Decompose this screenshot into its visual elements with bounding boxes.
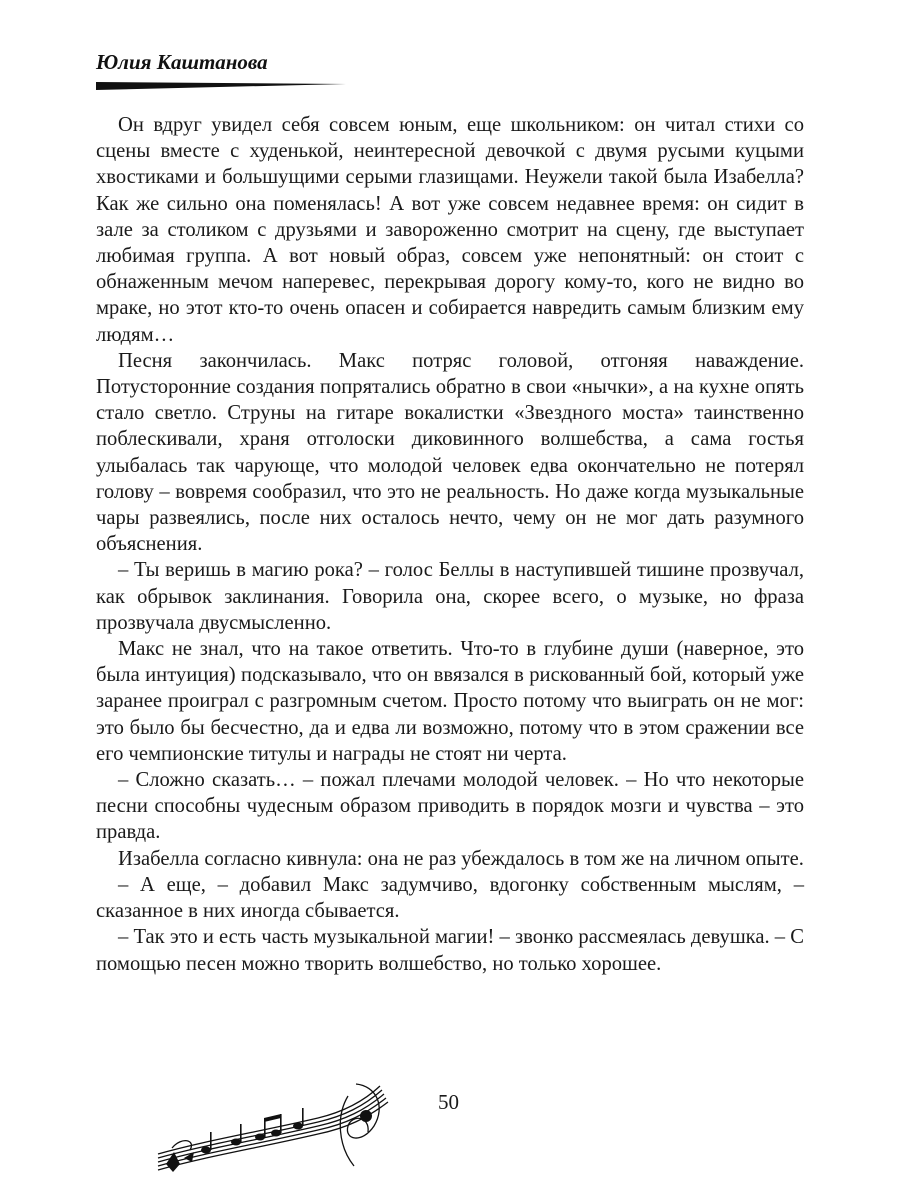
musical-staff-ornament-icon <box>148 1076 398 1176</box>
paragraph: – Сложно сказать… – пожал плечами молодой человек. – Но что некоторые песни способны чудесным образом приводить в порядок мозги и чувства – это правда. <box>96 769 804 844</box>
paragraph: – Ты веришь в магию рока? – голос Беллы в наступившей тишине прозвучал, как обрывок заклинания. Говорила она, скорее всего, о музыке, но фраза прозвучала двусмысленно. <box>96 559 804 634</box>
header-rule <box>96 78 346 92</box>
page-number: 50 <box>438 1090 459 1114</box>
paragraph: Он вдруг увидел себя совсем юным, еще школьником: он читал стихи со сцены вместе с худенькой, неинтересной девочкой с двумя русыми куцыми хвостиками и большущими серыми глазищами. Неужели такой была Изабелла? Как же сильно она поменялась! А вот уже совсем недавнее время: он сидит в зале за столиком с друзьями и завороженно смотрит на сцену, где выступает любимая группа. А вот новый образ, совсем уже непонятный: он стоит с обнаженным мечом наперевес, перекрывая дорогу кому-то, кого не видно во мраке, но этот кто-то очень опасен и собирается навредить самым близким ему людям… <box>96 114 804 346</box>
author-name: Юлия Каштанова <box>96 50 268 74</box>
paragraph: – Так это и есть часть музыкальной магии! – звонко рассмеялась девушка. – С помощью песен можно творить волшебство, но только хорошее. <box>96 926 804 975</box>
paragraph: – А еще, – добавил Макс задумчиво, вдогонку собственным мыслям, – сказанное в них иногда сбывается. <box>96 873 804 923</box>
paragraph: Песня закончилась. Макс потряс головой, отгоняя наваждение. Потусторонние создания попрятались обратно в свои «нычки», а на кухне опять стало светло. Струны на гитаре вокалистки «Звездного моста» таинственно поблескивали, храня отголоски диковинного волшебства, а сама гостья улыбалась так чарующе, что молодой человек едва окончательно не потерял голову – вовремя сообразил, что это не реальность. Но даже когда музыкальные чары развеялись, после них осталось нечто, чему он не мог дать разумного объяснения. <box>96 349 804 556</box>
paragraph: Изабелла согласно кивнула: она не раз убеждалось в том же на личном опыте. <box>118 847 804 870</box>
running-header <box>96 50 356 100</box>
paragraph: Макс не знал, что на такое ответить. Что-то в глубине души (наверное, это была интуиция) подсказывало, что он ввязался в рискованный бой, который уже заранее проиграл с разгромным счетом. Просто потому что выиграть он не мог: это было бы бесчестно, да и едва ли возможно, потому что в этом сражении все его чемпионские титулы и награды не стоят ни черта. <box>96 638 804 765</box>
body-text <box>96 112 804 977</box>
